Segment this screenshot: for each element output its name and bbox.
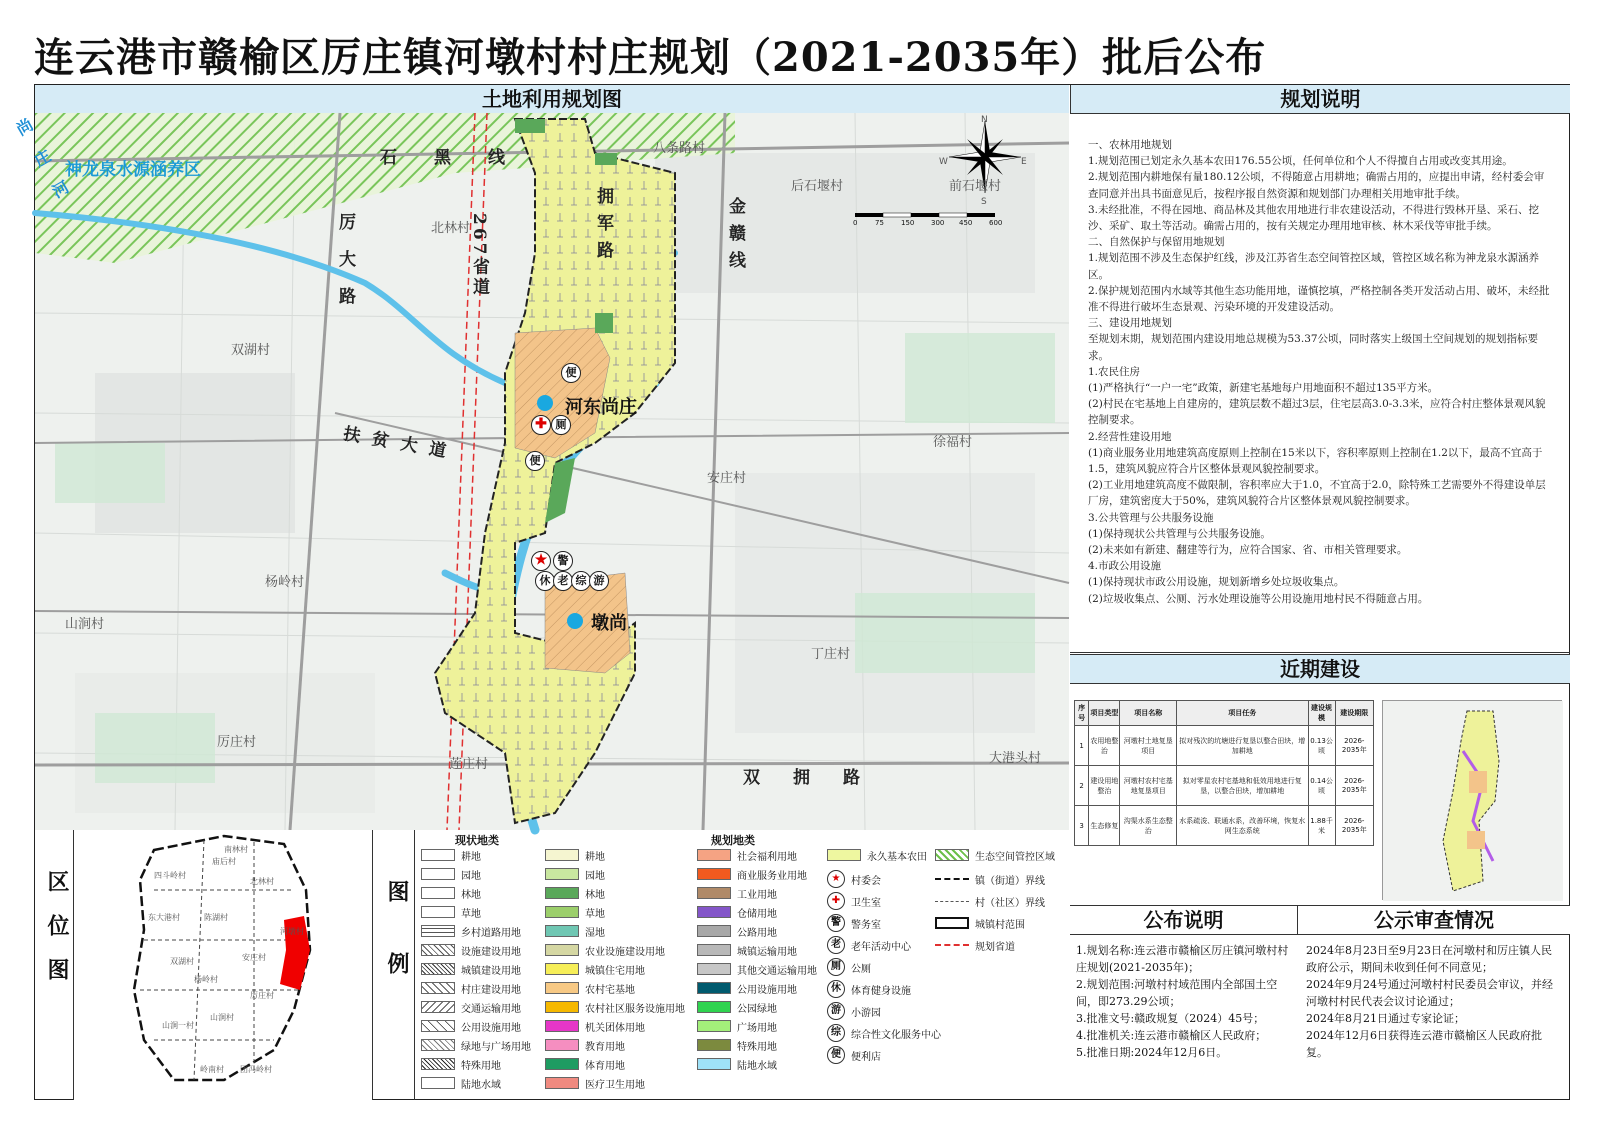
legend-item: 城镇住宅用地	[545, 962, 645, 976]
ecological-zone-label: 神龙泉水源涵养区	[65, 160, 201, 180]
legend-item: 农业设施建设用地	[545, 943, 665, 957]
legend-item: 特殊用地	[697, 1038, 777, 1052]
legend-item: 林地	[421, 886, 481, 900]
compass-e: E	[1021, 157, 1027, 167]
legend-item: 仓储用地	[697, 905, 777, 919]
road-jingan: 金赣线	[725, 197, 745, 278]
settlement-hedongshangzhuang: 河东尚庄	[565, 397, 637, 418]
legend-item: 绿地与广场用地	[421, 1038, 531, 1052]
park-icon: 游	[589, 571, 609, 591]
scale-300: 300	[931, 219, 945, 227]
river-shangzhuang: 尚庄河	[11, 115, 82, 219]
village-label: 山涧村	[65, 617, 105, 632]
road-fupin: 扶贫大道	[341, 424, 460, 464]
location-map-label: 区位图	[44, 870, 70, 1002]
location-map	[73, 830, 373, 1100]
legend-item: 广场用地	[697, 1019, 777, 1033]
loc-village: 双湖村	[170, 957, 194, 966]
convenience-store-icon: 便	[525, 451, 545, 471]
note-line: 2.规划范围内耕地保有量180.12公顷，不得随意占用耕地；确需占用的，应提出申请，经村委会审查同意并出具书面意见后，按程序报自然资源和规划部门办理相关用地审批手续。	[1088, 171, 1545, 200]
legend-item: 村庄建设用地	[421, 981, 521, 995]
loc-village: 厉庄村	[250, 991, 274, 1000]
cell: 0.14公顷	[1308, 766, 1335, 806]
cell: 生态修复	[1089, 806, 1120, 846]
legend-item: 机关团体用地	[545, 1019, 645, 1033]
village-committee-icon: ★	[531, 551, 551, 571]
legend-item: 社会福利用地	[697, 848, 797, 862]
legend	[414, 830, 1069, 1100]
road-shuangyong: 双 拥 路	[743, 768, 868, 788]
cell: 拟对残次的坑塘进行复垦以整合田块，增加耕地	[1177, 726, 1308, 766]
legend-item: 农村社区服务设施用地	[545, 1000, 685, 1014]
legend-label: 图例	[384, 880, 410, 1024]
legend-item: 便 便利店	[827, 1048, 881, 1062]
cell: 农用地整治	[1089, 726, 1120, 766]
cell: 拟对零星农村宅基地和低效用地进行复垦，以整合田块，增加耕地	[1177, 766, 1308, 806]
legend-item: 园地	[421, 867, 481, 881]
legend-item: 特殊用地	[421, 1057, 501, 1071]
legend-item: 医疗卫生用地	[545, 1076, 645, 1090]
legend-item: 教育用地	[545, 1038, 625, 1052]
cell: 河墩村土地复垦项目	[1120, 726, 1177, 766]
legend-item: 乡村道路用地	[421, 924, 521, 938]
legend-item: 其他交通运输用地	[697, 962, 817, 976]
legend-item: 湿地	[545, 924, 605, 938]
legend-item: 警 警务室	[827, 916, 881, 930]
legend-item: 生态空间管控区域	[935, 848, 1055, 862]
note-line: (1)保持现状市政公用设施，规划新增乡处垃圾收集点。	[1088, 576, 1345, 589]
loc-village: 北林村	[250, 877, 274, 886]
legend-item: 公用设施用地	[697, 981, 797, 995]
culture-center-icon: 综	[571, 571, 591, 591]
review-line: 2024年8月23日至9月23日在河墩村和厉庄镇人民政府公示，期间未收到任何不同意见；	[1306, 944, 1552, 974]
pub-line: 4.批准机关:连云港市赣榆区人民政府；	[1076, 1029, 1267, 1042]
near-term-mini-map	[1382, 700, 1562, 900]
legend-plan-head: 规划地类	[711, 834, 755, 847]
loc-village: 团冯岭村	[240, 1065, 272, 1074]
col-header: 项目名称	[1120, 701, 1177, 726]
legend-item: 城镇村范围	[935, 916, 1025, 930]
legend-item: 陆地水域	[697, 1057, 777, 1071]
planning-notes	[1070, 113, 1570, 653]
legend-item: 公路用地	[697, 924, 777, 938]
pub-line: 3.批准文号:赣政规复（2024）45号；	[1076, 1012, 1265, 1025]
road-shihei: 石 黑 线	[380, 148, 515, 168]
village-label: 丁庄村	[811, 647, 851, 662]
table-row	[1075, 766, 1374, 806]
cell: 2	[1075, 766, 1089, 806]
legend-item: ★ 村委会	[827, 872, 881, 886]
legend-item: 规划省道	[935, 938, 1015, 952]
cell: 2026-2035年	[1335, 726, 1373, 766]
legend-item: 陆地水域	[421, 1076, 501, 1090]
legend-item: 公用设施用地	[421, 1019, 521, 1033]
note-line: 1.规划范围已划定永久基本农田176.55公顷，任何单位和个人不得擅自占用或改变其用途。	[1088, 155, 1513, 168]
note-line: (2)工业用地建筑高度不做限制，容积率应大于1.0，不宜高于2.0，除特殊工艺需要外不得建设单层厂房，建筑密度大于50%，建筑风貌符合片区整体景观风貌控制要求。	[1088, 479, 1546, 508]
note-line: (1)商业服务业用地建筑高度原则上控制在15米以下，容积率原则上控制在1.2以下，最高不宜高于1.5，建筑风貌应符合片区整体景观风貌控制要求。	[1088, 446, 1543, 476]
table-row	[1075, 806, 1374, 846]
village-label: 双湖村	[231, 343, 271, 358]
scale-150: 150	[901, 219, 915, 227]
cell: 2026-2035年	[1335, 806, 1373, 846]
legend-item: 草地	[545, 905, 605, 919]
col-header: 建设期限	[1335, 701, 1373, 726]
note-line: 4.市政公用设施	[1088, 560, 1162, 573]
village-label: 杨岭村	[265, 575, 305, 590]
near-term-table	[1074, 700, 1374, 846]
note-line: (1)保持现状公共管理与公共服务设施。	[1088, 527, 1271, 540]
publication-title: 公布说明	[1070, 905, 1298, 935]
review-notes	[1298, 936, 1568, 1067]
legend-item: 农村宅基地	[545, 981, 635, 995]
map-title: 土地利用规划图	[35, 85, 1069, 114]
cell: 3	[1075, 806, 1089, 846]
village-label: 后石堰村	[791, 179, 844, 194]
cell: 水系疏浚、联通水系，改善环境，恢复水网生态系统	[1177, 806, 1308, 846]
note-line: (1)严格执行“一户一宅”政策，新建宅基地每户用地面积不超过135平方米。	[1088, 382, 1439, 395]
legend-item: 镇（街道）界线	[935, 872, 1045, 886]
legend-item: 休 体育健身设施	[827, 982, 911, 996]
legend-item: 耕地	[421, 848, 481, 862]
village-label: 安庄村	[707, 471, 747, 486]
legend-item: 商业服务业用地	[697, 867, 807, 881]
pub-line: 5.批准日期:2024年12月6日。	[1076, 1046, 1228, 1059]
cell: 1	[1075, 726, 1089, 766]
loc-village: 南林村	[224, 845, 248, 854]
scale-0: 0	[853, 219, 858, 227]
legend-item: 城镇建设用地	[421, 962, 521, 976]
legend-item: 厕 公厕	[827, 960, 871, 974]
table-row	[1075, 726, 1374, 766]
village-label: 徐福村	[933, 435, 973, 450]
legend-item: 设施建设用地	[421, 943, 521, 957]
clinic-icon: ✚	[531, 415, 551, 435]
pub-line: 1.规划名称:连云港市赣榆区厉庄镇河墩村村庄规划(2021-2035年)；	[1076, 944, 1289, 974]
legend-item: 草地	[421, 905, 481, 919]
page-title: 连云港市赣榆区厉庄镇河墩村村庄规划（2021-2035年）批后公布	[34, 34, 1267, 81]
road-s267: 267省道	[469, 213, 489, 298]
legend-item: 公园绿地	[697, 1000, 777, 1014]
note-line: 三、建设用地规划	[1088, 317, 1172, 330]
legend-current-head: 现状地类	[455, 834, 499, 847]
convenience-store-icon: 便	[561, 363, 581, 383]
land-use-map	[11, 113, 1069, 830]
col-header: 建设规模	[1308, 701, 1335, 726]
loc-village: 陈湖村	[204, 913, 228, 922]
loc-village: 河墩村	[280, 927, 304, 936]
legend-item: ✚ 卫生室	[827, 894, 881, 908]
legend-item: 老 老年活动中心	[827, 938, 911, 952]
legend-item: 综 综合性文化服务中心	[827, 1026, 941, 1040]
col-header: 序号	[1075, 701, 1089, 726]
note-line: 3.未经批准，不得在园地、商品林及其他农用地进行非农建设活动，不得进行毁林开垦、采石、挖沙、采矿、取土等活动。确需占用的，按有关规定办理用地审核、林木采伐等审批手续。	[1088, 203, 1540, 233]
village-label: 莲庄村	[449, 757, 489, 772]
cell: 沟渠水系生态整治	[1120, 806, 1177, 846]
review-line: 2024年12月6日获得连云港市赣榆区人民政府批复。	[1306, 1029, 1542, 1059]
legend-item: 体育用地	[545, 1057, 625, 1071]
loc-village: 山涧村	[210, 1013, 234, 1022]
scale-75: 75	[875, 219, 884, 227]
scale-450: 450	[959, 219, 973, 227]
legend-item: 工业用地	[697, 886, 777, 900]
note-line: 3.公共管理与公共服务设施	[1088, 511, 1214, 524]
sport-icon: 休	[535, 571, 555, 591]
road-lida: 厉大路	[335, 213, 355, 324]
cell: 0.13公顷	[1308, 726, 1335, 766]
village-label: 大港头村	[989, 751, 1042, 766]
notes-title: 规划说明	[1070, 85, 1570, 114]
cell: 河墩村农村宅基地复垦项目	[1120, 766, 1177, 806]
toilet-icon: 厕	[551, 415, 571, 435]
village-label: 北林村	[431, 221, 471, 236]
legend-item: 城镇运输用地	[697, 943, 797, 957]
loc-village: 山涧一村	[162, 1021, 194, 1030]
note-line: (2)垃圾收集点、公厕、污水处理设施等公用设施用地村民不得随意占用。	[1088, 592, 1429, 605]
police-icon: 警	[553, 551, 573, 571]
cell: 2026-2035年	[1335, 766, 1373, 806]
loc-village: 岭南村	[200, 1065, 224, 1074]
compass-n: N	[981, 115, 988, 125]
note-line: 1.规划范围不涉及生态保护红线，涉及江苏省生态空间管控区域，管控区域名称为神龙泉水源涵养区。	[1088, 252, 1540, 281]
scale-600: 600	[989, 219, 1003, 227]
elderly-center-icon: 老	[553, 571, 573, 591]
legend-item: 园地	[545, 867, 605, 881]
review-line: 2024年8月21日通过专家论证；	[1306, 1012, 1465, 1025]
legend-item: 永久基本农田	[827, 848, 927, 862]
compass-w: W	[939, 157, 948, 167]
road-yongjun: 拥军路	[593, 187, 613, 268]
note-line: 2.经营性建设用地	[1088, 430, 1172, 443]
road-bapai: 八条路村	[653, 141, 706, 156]
village-label: 厉庄村	[217, 735, 257, 750]
note-line: 2.保护规划范围内水域等其他生态功能用地，谨慎挖填，严格控制各类开发活动占用、破坏，未经批准不得进行破坏生态景观、污染环境的开发建设活动。	[1088, 284, 1550, 314]
pub-line: 2.规划范围:河墩村村域范围内全部国土空间，即273.29公顷；	[1076, 978, 1278, 1008]
review-line: 2024年9月24号通过河墩村村民委员会审议，并经河墩村村民代表会议讨论通过；	[1306, 978, 1553, 1008]
col-header: 项目类型	[1089, 701, 1120, 726]
legend-item: 游 小游园	[827, 1004, 881, 1018]
loc-village: 四斗岭村	[154, 871, 186, 880]
legend-item: 村（社区）界线	[935, 894, 1045, 908]
legend-item: 林地	[545, 886, 605, 900]
note-line: 1.农民住房	[1088, 365, 1141, 378]
cell: 1.88千米	[1308, 806, 1335, 846]
loc-village: 东大港村	[148, 913, 180, 922]
near-term-table-wrap	[1074, 700, 1374, 846]
compass-s: S	[981, 197, 987, 207]
settlement-dunshang: 墩尚	[591, 613, 627, 634]
village-label: 前石堰村	[949, 179, 1002, 194]
legend-item: 耕地	[545, 848, 605, 862]
publication-notes	[1070, 936, 1298, 1067]
note-line: 一、农林用地规划	[1088, 139, 1172, 151]
cell: 建设用地整治	[1089, 766, 1120, 806]
near-term-title: 近期建设	[1070, 654, 1570, 684]
loc-village: 杨岭村	[194, 975, 218, 984]
note-line: (2)村民在宅基地上自建房的，建筑层数不超过3层，住宅层高3.0-3.3米，应符合村庄整体景观风貌控制要求。	[1088, 398, 1546, 427]
review-title: 公示审查情况	[1298, 905, 1570, 935]
note-line: 至规划末期，规划范围内建设用地总规模为53.37公顷，同时落实上级国土空间规划的规划指标要求。	[1088, 333, 1539, 362]
note-line: 二、自然保护与保留用地规划	[1088, 236, 1225, 249]
legend-item: 交通运输用地	[421, 1000, 521, 1014]
note-line: (2)未来如有新建、翻建等行为，应符合国家、省、市相关管理要求。	[1088, 544, 1408, 557]
col-header: 项目任务	[1177, 701, 1308, 726]
loc-village: 庙后村	[212, 857, 236, 866]
loc-village: 安庄村	[242, 953, 266, 962]
